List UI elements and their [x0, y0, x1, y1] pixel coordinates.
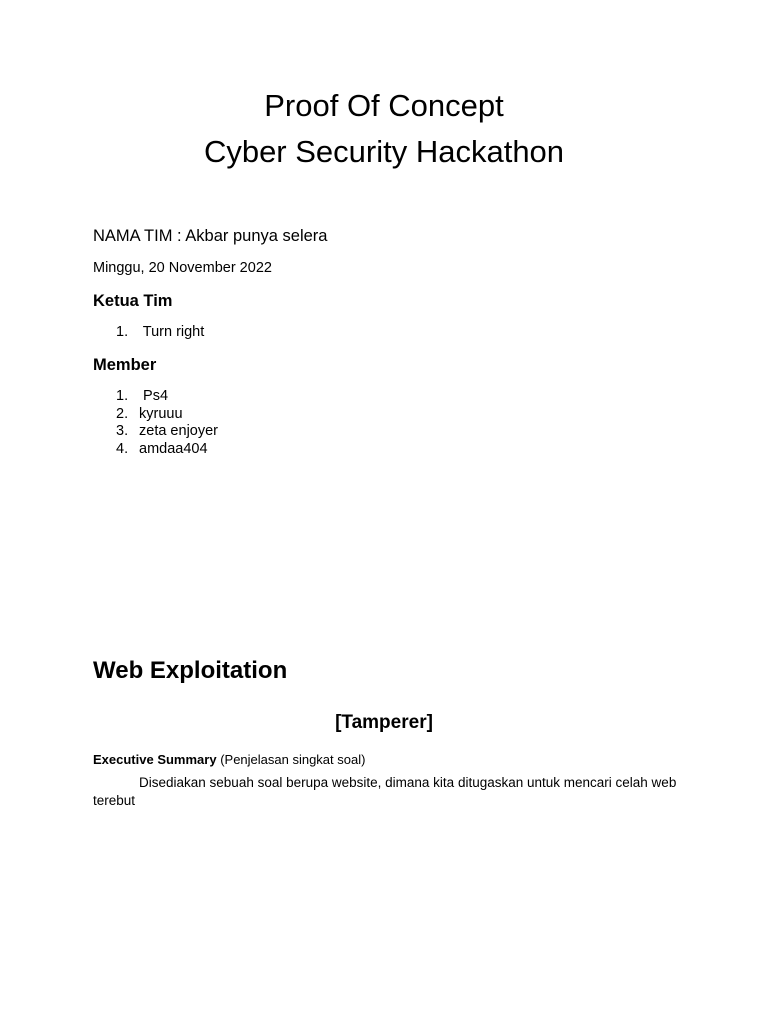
document-date: Minggu, 20 November 2022 [93, 260, 272, 276]
list-text: Ps4 [139, 388, 169, 404]
web-exploitation-heading: Web Exploitation [93, 657, 288, 684]
executive-summary-line [93, 752, 365, 768]
list-number: 3. [116, 423, 129, 439]
list-number: 4. [116, 440, 129, 457]
member-heading: Member [93, 356, 157, 374]
list-number: 1. [116, 388, 129, 404]
list-text: kyruuu [139, 405, 183, 422]
document-subtitle: Cyber Security Hackathon [203, 134, 565, 169]
list-text: zeta enjoyer [139, 423, 218, 439]
list-number: 2. [116, 405, 129, 422]
list-text: Turn right [139, 324, 205, 340]
document-title: Proof Of Concept [264, 88, 504, 123]
executive-summary-label: Executive Summary [93, 752, 217, 767]
list-number: 1. [116, 324, 129, 340]
challenge-title: [Tamperer] [335, 712, 433, 733]
challenge-description: Disediakan sebuah soal berupa website, dimana kita ditugaskan untuk mencari celah web terebut [93, 775, 677, 808]
team-name: NAMA TIM : Akbar punya selera [93, 227, 328, 245]
list-text: amdaa404 [139, 440, 208, 457]
ketua-tim-heading: Ketua Tim [93, 292, 173, 310]
executive-summary-note: (Penjelasan singkat soal) [216, 752, 366, 767]
